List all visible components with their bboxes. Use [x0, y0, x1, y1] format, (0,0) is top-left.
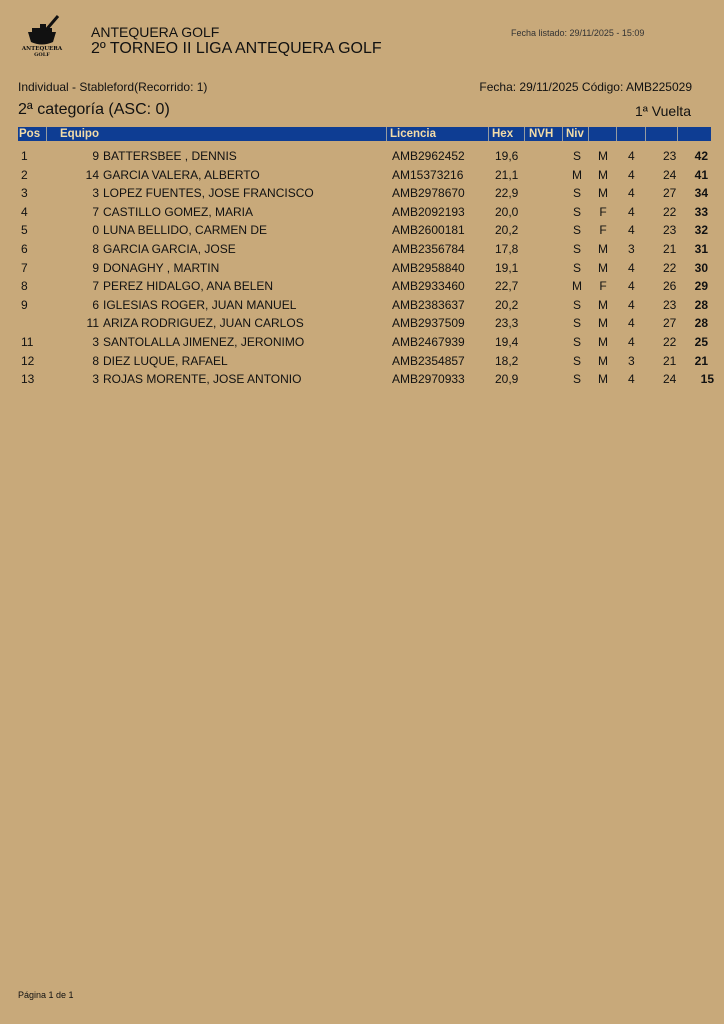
table-row: [0, 146, 724, 165]
row-col-a: 4: [628, 297, 635, 312]
col-pos-header: Pos: [19, 128, 41, 140]
row-handicap: 3: [92, 334, 99, 349]
row-license: AMB2958840: [392, 260, 465, 275]
row-position: 9: [21, 297, 28, 312]
row-player-name: LOPEZ FUENTES, JOSE FRANCISCO: [103, 186, 314, 201]
row-points: 41: [694, 167, 708, 182]
row-level: M: [572, 279, 582, 294]
row-col-a: 4: [628, 279, 635, 294]
row-col-a: 3: [628, 241, 635, 256]
svg-text:ANTEQUERA: ANTEQUERA: [21, 46, 63, 52]
row-col-b: 21: [663, 241, 677, 256]
row-level: S: [572, 297, 581, 312]
date-code: Fecha: 29/11/2025 Código: AMB225029: [479, 80, 692, 94]
row-player-name: LUNA BELLIDO, CARMEN DE: [103, 223, 268, 238]
row-col-a: 4: [628, 334, 635, 349]
row-position: 6: [21, 241, 28, 256]
page-counter: Página 1 de 1: [18, 990, 74, 1000]
table-row: [0, 202, 724, 221]
table-row: [0, 220, 724, 239]
row-hex: 19,4: [495, 334, 519, 349]
row-col-b: 24: [663, 167, 677, 182]
row-level: S: [572, 223, 581, 238]
row-col-a: 4: [628, 316, 635, 331]
row-hex: 18,2: [495, 353, 519, 368]
row-license: AMB2092193: [392, 204, 465, 219]
row-player-name: PEREZ HIDALGO, ANA BELEN: [103, 279, 274, 294]
row-player-name: BATTERSBEE , DENNIS: [103, 149, 237, 163]
row-col-b: 22: [663, 260, 677, 275]
row-hex: 17,8: [495, 241, 519, 256]
row-col-b: 27: [663, 186, 677, 201]
row-position: 5: [21, 223, 28, 238]
category-title: 2ª categoría (ASC: 0): [18, 101, 170, 118]
table-header: [18, 127, 711, 141]
row-col-b: 27: [663, 316, 677, 331]
row-license: AMB2978670: [392, 186, 465, 201]
row-col-a: 3: [628, 353, 635, 368]
row-license: AMB2467939: [392, 334, 465, 349]
row-handicap: 11: [86, 316, 99, 331]
table-row: [0, 258, 724, 277]
row-player-name: DIEZ LUQUE, RAFAEL: [103, 353, 228, 368]
row-hex: 22,7: [495, 279, 519, 294]
row-sex: F: [599, 279, 607, 294]
row-points: 21: [694, 353, 708, 368]
row-hex: 19,1: [495, 260, 519, 275]
row-level: S: [572, 353, 581, 368]
row-points: 28: [694, 316, 708, 331]
row-col-b: 22: [663, 204, 677, 219]
row-level: S: [572, 241, 581, 256]
row-hex: 20,9: [495, 372, 519, 387]
row-points: 31: [694, 241, 708, 256]
row-level: M: [572, 167, 582, 182]
row-col-b: 21: [663, 353, 677, 368]
row-handicap: 9: [92, 149, 99, 163]
col-license-header: Licencia: [390, 128, 437, 140]
row-license: AMB2356784: [392, 241, 465, 256]
club-name: ANTEQUERA GOLF: [91, 24, 220, 40]
row-player-name: IGLESIAS ROGER, JUAN MANUEL: [103, 297, 297, 312]
row-points: 34: [694, 186, 708, 201]
results-table: [0, 146, 724, 388]
row-position: 1: [21, 149, 28, 163]
svg-text:GOLF: GOLF: [34, 52, 50, 58]
row-position: 13: [21, 372, 35, 387]
row-points: 32: [694, 223, 708, 238]
row-level: S: [572, 186, 581, 201]
row-license: AMB2600181: [392, 223, 465, 238]
row-sex: M: [598, 353, 608, 368]
row-level: S: [572, 334, 581, 349]
row-position: 12: [21, 353, 35, 368]
row-license: AM15373216: [392, 167, 464, 182]
table-row: [0, 183, 724, 202]
row-points: 25: [694, 334, 708, 349]
row-level: S: [572, 149, 581, 163]
row-sex: F: [599, 223, 607, 238]
col-niv-header: Niv: [566, 128, 584, 140]
row-position: 3: [21, 186, 28, 201]
row-level: S: [572, 204, 581, 219]
row-position: 7: [21, 260, 28, 275]
row-col-b: 23: [663, 297, 677, 312]
row-col-a: 4: [628, 149, 635, 163]
row-handicap: 7: [92, 204, 99, 219]
table-row: [0, 369, 724, 388]
table-row: [0, 276, 724, 295]
row-player-name: SANTOLALLA JIMENEZ, JERONIMO: [103, 334, 305, 349]
row-points: 15: [700, 372, 714, 387]
col-hex-header: Hex: [492, 128, 514, 140]
competition-mode: Individual - Stableford(Recorrido: 1): [18, 80, 208, 94]
club-logo-icon: [20, 14, 64, 58]
row-player-name: GARCIA GARCIA, JOSE: [103, 241, 236, 256]
row-handicap: 8: [92, 241, 99, 256]
row-position: 4: [21, 204, 28, 219]
row-hex: 22,9: [495, 186, 519, 201]
row-license: AMB2970933: [392, 372, 465, 387]
row-points: 33: [694, 204, 708, 219]
row-handicap: 6: [92, 297, 99, 312]
row-license: AMB2354857: [392, 353, 465, 368]
row-points: 42: [694, 149, 708, 163]
table-row: [0, 332, 724, 351]
row-hex: 23,3: [495, 316, 519, 331]
table-row: [0, 165, 724, 184]
row-license: AMB2937509: [392, 316, 465, 331]
row-sex: M: [598, 149, 608, 163]
row-points: 29: [694, 279, 708, 294]
row-col-b: 23: [663, 149, 677, 163]
row-sex: M: [598, 167, 608, 182]
row-sex: M: [598, 241, 608, 256]
row-player-name: ROJAS MORENTE, JOSE ANTONIO: [103, 372, 302, 387]
row-license: AMB2383637: [392, 297, 465, 312]
table-row: [0, 295, 724, 314]
row-level: S: [572, 260, 581, 275]
row-sex: F: [599, 204, 607, 219]
round-label: 1ª Vuelta: [634, 103, 691, 119]
col-nvh-header: NVH: [529, 128, 554, 140]
row-sex: M: [598, 186, 608, 201]
row-hex: 19,6: [495, 149, 519, 163]
row-player-name: GARCIA VALERA, ALBERTO: [103, 167, 260, 182]
table-row: [0, 313, 724, 332]
row-points: 30: [694, 260, 708, 275]
row-handicap: 3: [92, 186, 99, 201]
row-sex: M: [598, 372, 608, 387]
row-sex: M: [598, 297, 608, 312]
row-col-b: 23: [663, 223, 677, 238]
table-row: [0, 239, 724, 258]
row-handicap: 8: [92, 353, 99, 368]
row-handicap: 7: [92, 279, 99, 294]
row-col-a: 4: [628, 186, 635, 201]
row-license: AMB2933460: [392, 279, 465, 294]
listing-date: Fecha listado: 29/11/2025 - 15:09: [511, 28, 645, 38]
row-level: S: [572, 372, 581, 387]
row-col-a: 4: [628, 167, 635, 182]
row-hex: 20,0: [495, 204, 519, 219]
table-row: [0, 351, 724, 370]
row-position: 8: [21, 279, 28, 294]
row-col-a: 4: [628, 223, 635, 238]
row-hex: 21,1: [495, 167, 519, 182]
row-col-b: 22: [663, 334, 677, 349]
row-license: AMB2962452: [392, 149, 465, 163]
row-player-name: CASTILLO GOMEZ, MARIA: [103, 204, 254, 219]
row-handicap: 3: [92, 372, 99, 387]
row-col-b: 24: [663, 372, 677, 387]
row-handicap: 0: [92, 223, 99, 238]
row-col-a: 4: [628, 260, 635, 275]
row-handicap: 14: [85, 167, 99, 182]
row-handicap: 9: [92, 260, 99, 275]
row-sex: M: [598, 260, 608, 275]
row-player-name: DONAGHY , MARTIN: [103, 260, 220, 275]
row-hex: 20,2: [495, 223, 519, 238]
row-points: 28: [694, 297, 708, 312]
tournament-title: 2º TORNEO II LIGA ANTEQUERA GOLF: [91, 40, 382, 57]
row-player-name: ARIZA RODRIGUEZ, JUAN CARLOS: [103, 316, 304, 331]
col-team-header: Equipo: [60, 128, 99, 140]
row-position: 2: [21, 167, 28, 182]
row-sex: M: [598, 334, 608, 349]
row-col-b: 26: [663, 279, 677, 294]
row-sex: M: [598, 316, 608, 331]
row-col-a: 4: [628, 204, 635, 219]
row-col-a: 4: [628, 372, 635, 387]
row-level: S: [572, 316, 581, 331]
row-position: 11: [21, 334, 34, 349]
row-hex: 20,2: [495, 297, 519, 312]
